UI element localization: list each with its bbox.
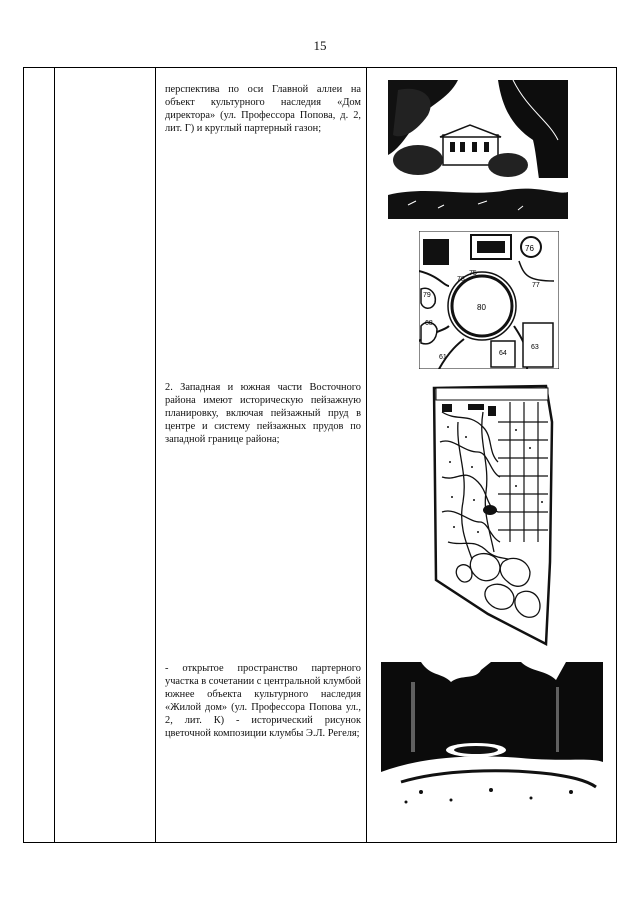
- column-divider: [366, 68, 367, 842]
- row-3-text: - открытое пространство партерного участка в сочетании с центральной клумбой южнее объекта культурного наследия «Жилой дом» (ул. Профессора Попова ул., 2, лит. К) - исторический рисунок цветочной композиции клумбы Э.Л. Регеля;: [165, 663, 361, 739]
- plan-label: 80: [477, 303, 486, 312]
- plan-label: 78: [457, 276, 465, 283]
- plan-label: 75: [469, 270, 477, 277]
- director-house-photo: [388, 80, 568, 219]
- eastern-district-plan: [428, 382, 561, 649]
- plan-fragment-map: [419, 231, 559, 369]
- plan-label: 63: [531, 344, 539, 351]
- plan-label: 64: [499, 350, 507, 357]
- column-divider: [54, 68, 55, 842]
- row-2-text: 2. Западная и южная части Восточного района имеют историческую пейзажную планировку, включая пейзажный пруд в центре и систему пейзажных прудов по западной границе района;: [165, 382, 361, 445]
- plan-label: 77: [532, 282, 540, 289]
- plan-label: 76: [525, 244, 534, 253]
- plan-label: 79: [423, 292, 431, 299]
- plan-label: 61: [439, 354, 447, 361]
- parterre-flowerbed-photo: [381, 662, 603, 809]
- column-divider: [155, 68, 156, 842]
- plan-label: 68: [425, 320, 433, 327]
- page-number: 15: [313, 38, 327, 53]
- row-1-text: перспектива по оси Главной аллеи на объект культурного наследия «Дом директора» (ул. Профессора Попова, д. 2, лит. Г) и круглый партерный газон;: [165, 84, 361, 134]
